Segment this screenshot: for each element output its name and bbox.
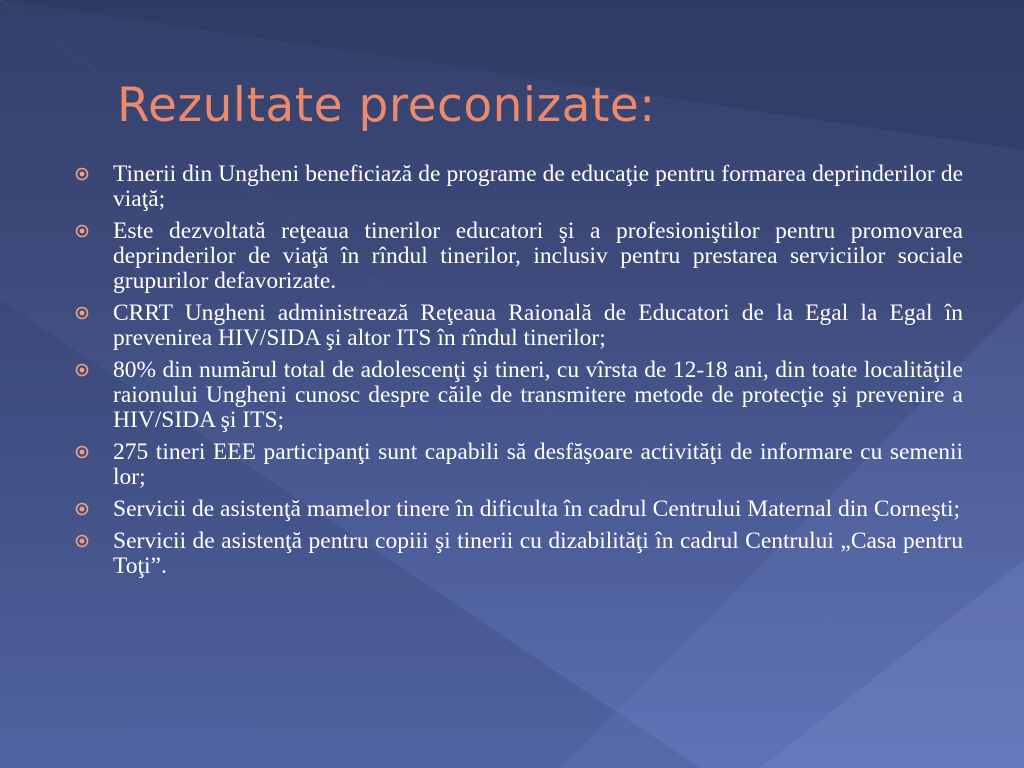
list-item xyxy=(75,497,963,522)
list-item xyxy=(75,219,963,294)
list-item xyxy=(75,162,963,212)
circle-bullet-icon xyxy=(75,502,89,516)
circle-bullet-icon xyxy=(75,224,89,238)
list-item xyxy=(75,358,963,433)
circle-bullet-icon xyxy=(75,306,89,320)
bullet-text: Este dezvoltată reţeaua tinerilor educatori şi a profesioniştilor pentru promovarea deprinderilor de viaţă în rîndul tinerilor, inclusiv pentru prestarea serviciilor sociale grupurilor defavorizate. xyxy=(113,218,963,294)
bullet-text: Tinerii din Ungheni beneficiază de programe de educaţie pentru formarea deprinderilor de viaţă; xyxy=(113,161,963,212)
bullet-text: 80% din numărul total de adolescenţi şi tineri, cu vîrsta de 12-18 ani, din toate localităţile raionului Ungheni cunosc despre căile de transmitere metode de protecţie şi prevenire a HIV/SIDA şi ITS; xyxy=(113,357,963,433)
circle-bullet-icon xyxy=(75,363,89,377)
bullet-text: CRRT Ungheni administrează Reţeaua Raională de Educatori de la Egal la Egal în prevenirea HIV/SIDA şi altor ITS în rîndul tinerilor; xyxy=(113,300,963,351)
list-item xyxy=(75,440,963,490)
circle-bullet-icon xyxy=(75,167,89,181)
bullet-text: 275 tineri EEE participanţi sunt capabili să desfăşoare activităţi de informare cu semenii lor; xyxy=(113,439,963,490)
slide-title: Rezultate preconizate: xyxy=(117,78,656,133)
bullet-text: Servicii de asistenţă pentru copiii şi tinerii cu dizabilităţi în cadrul Centrului „Casa pentru Toţi”. xyxy=(113,528,963,579)
circle-bullet-icon xyxy=(75,445,89,459)
bullet-list xyxy=(75,162,963,586)
list-item xyxy=(75,301,963,351)
circle-bullet-icon xyxy=(75,534,89,548)
list-item xyxy=(75,529,963,579)
bullet-text: Servicii de asistenţă mamelor tinere în dificulta în cadrul Centrului Maternal din Corneşti; xyxy=(113,496,961,522)
